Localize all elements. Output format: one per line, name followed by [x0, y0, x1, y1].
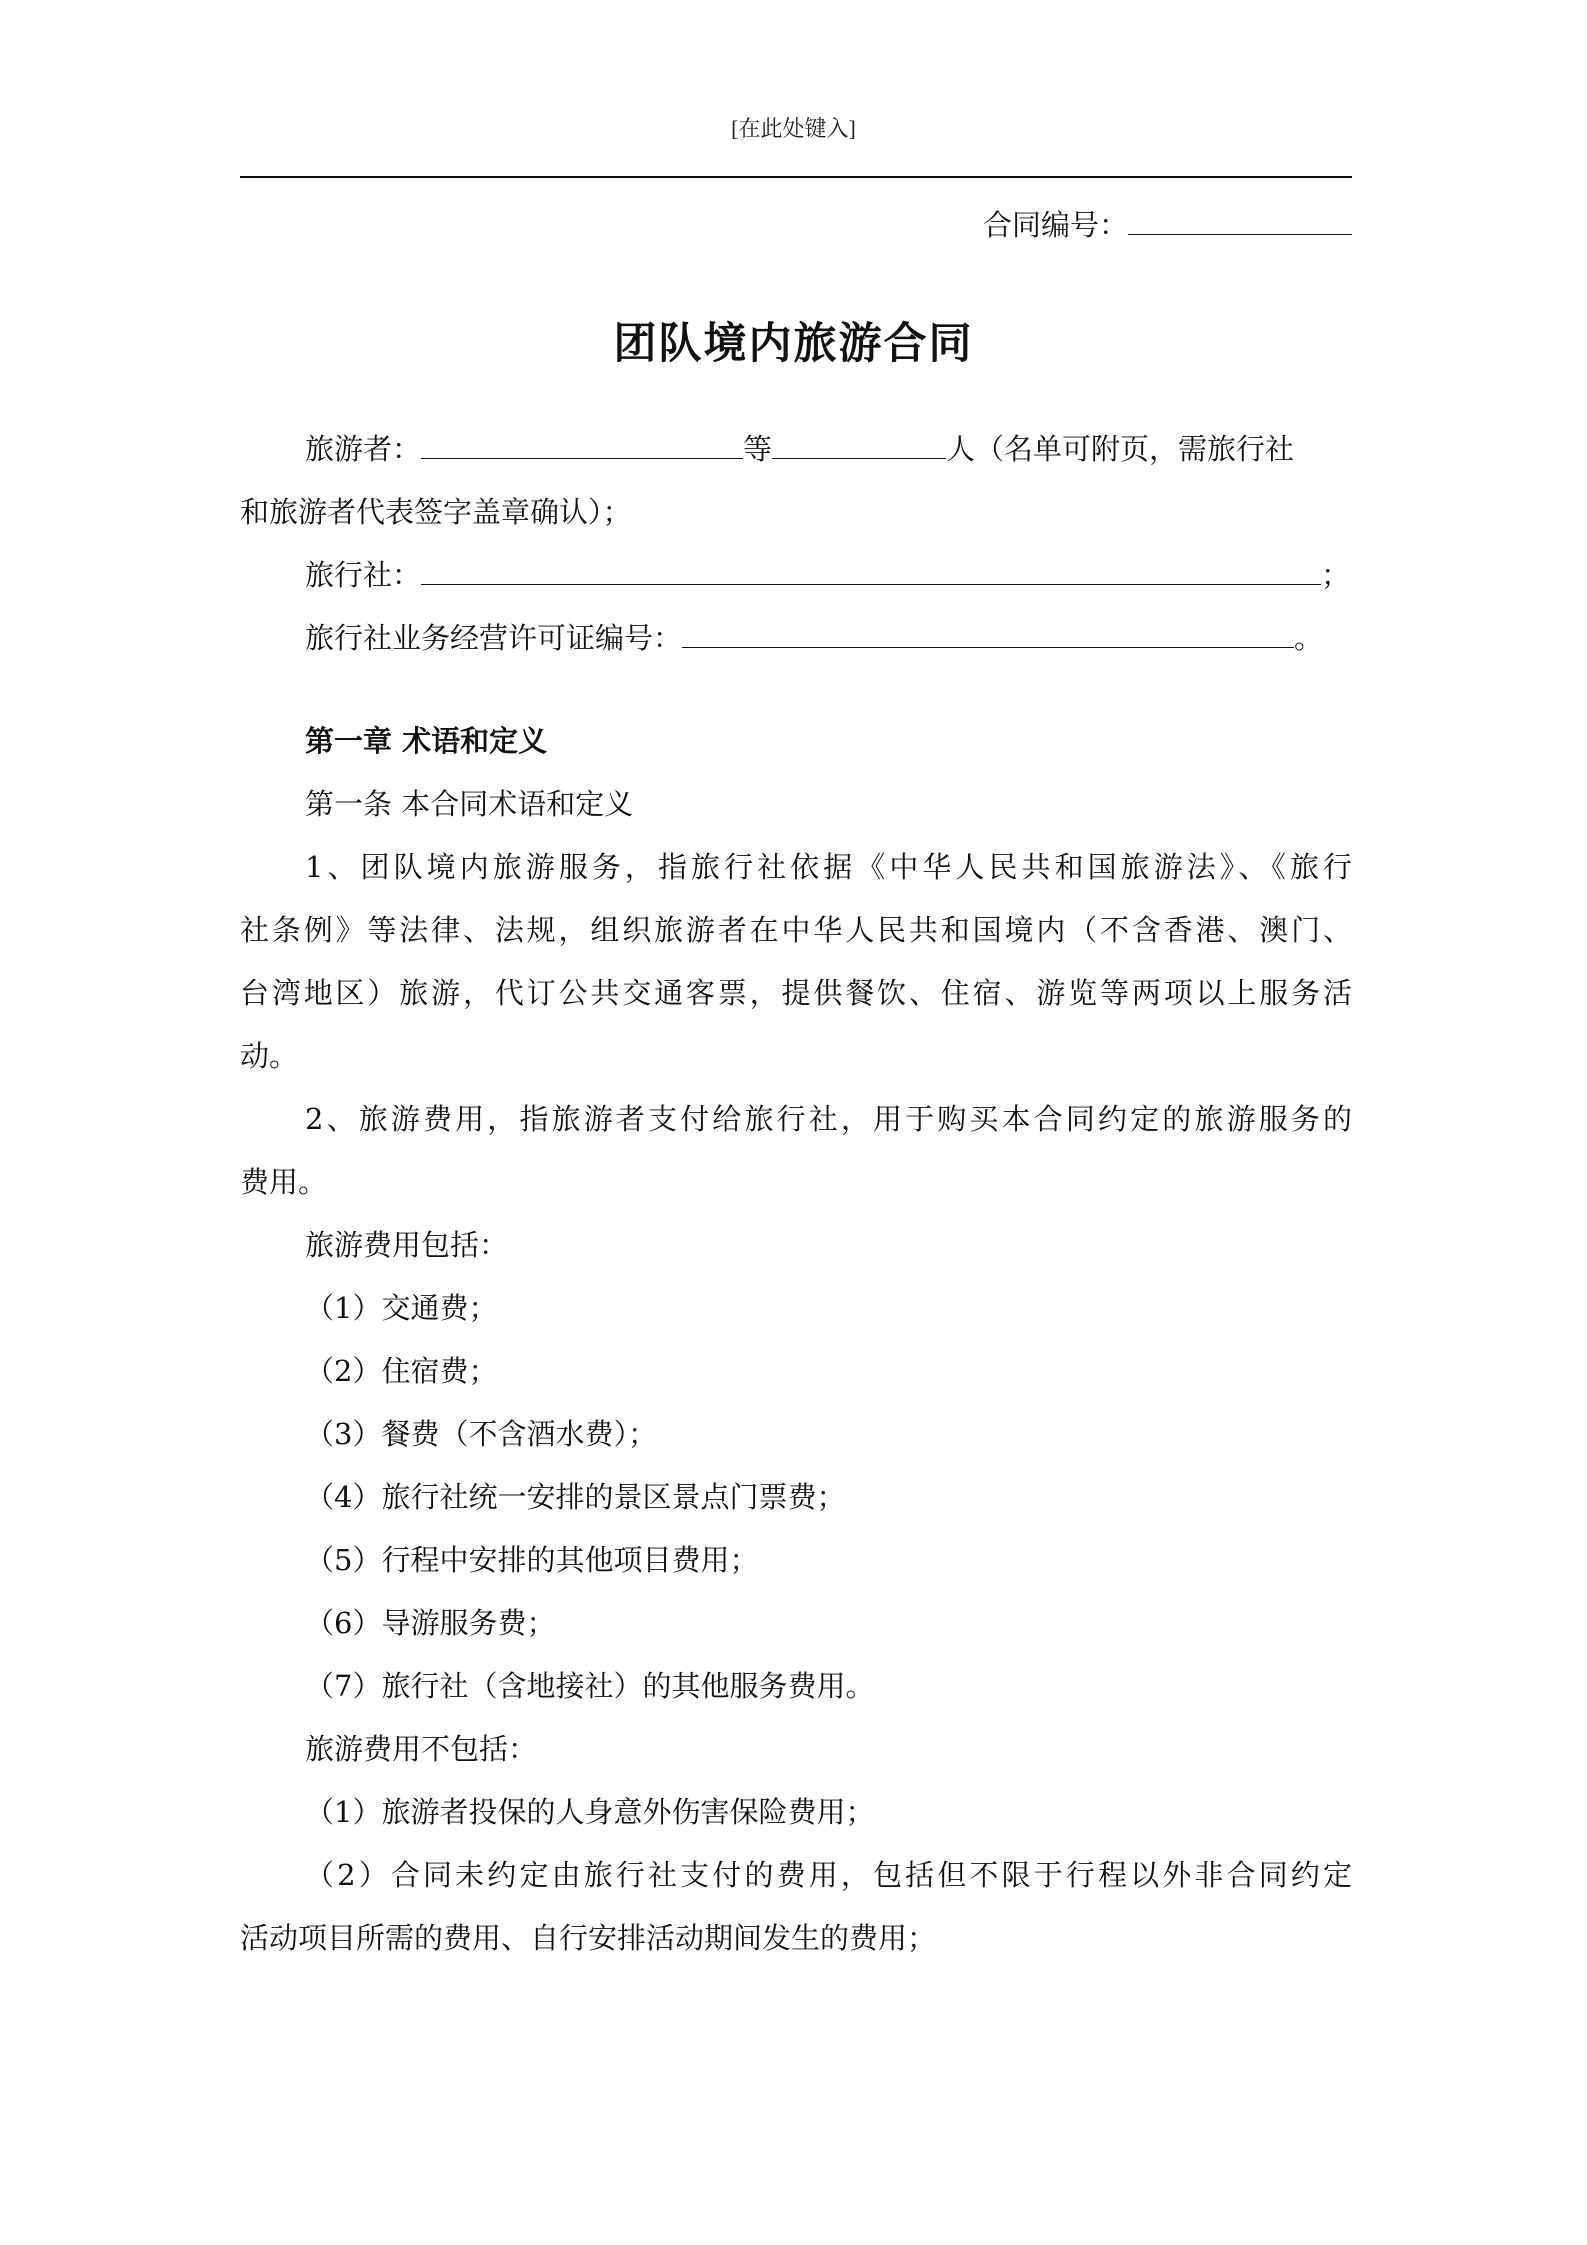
agency-line	[240, 544, 1352, 607]
list-item: （6）导游服务费；	[305, 1606, 556, 1640]
includes-heading: 旅游费用包括：	[305, 1228, 509, 1262]
includes-list	[240, 1277, 1352, 1718]
article-heading: 第一条 本合同术语和定义	[305, 787, 634, 821]
list-item: （2）合同未约定由旅行社支付的费用，包括但不限于行程以外非合同约定	[305, 1858, 1352, 1892]
document-title: 团队境内旅游合同	[613, 319, 974, 369]
header-divider	[240, 176, 1352, 178]
paragraph-line: 1、团队境内旅游服务，指旅行社依据《中华人民共和国旅游法》、《旅行	[305, 850, 1352, 884]
chapter-1-section	[240, 710, 1352, 1970]
paragraph-1	[240, 836, 1352, 1088]
paragraph-line: 社条例》等法律、法规，组织旅游者在中华人民共和国境内（不含香港、澳门、	[240, 913, 1352, 947]
traveler-line	[240, 418, 1352, 481]
contract-number-row	[240, 204, 1352, 245]
traveler-name-blank[interactable]	[421, 428, 743, 459]
list-item: 活动项目所需的费用、自行安排活动期间发生的费用；	[240, 1921, 937, 1955]
paragraph-line: 动。	[240, 1039, 299, 1073]
list-item: （7）旅行社（含地接社）的其他服务费用。	[305, 1669, 875, 1703]
traveler-line-2: 和旅游者代表签字盖章确认）；	[240, 495, 632, 529]
traveler-label: 旅游者：	[305, 432, 422, 466]
list-item: （4）旅行社统一安排的景区景点门票费；	[305, 1480, 846, 1514]
traveler-mid: 等	[743, 432, 773, 466]
license-line	[240, 607, 1352, 670]
agency-end: ；	[1321, 558, 1351, 592]
list-item: （3）餐费（不含酒水费）；	[305, 1417, 657, 1451]
agency-name-blank[interactable]	[421, 554, 1321, 585]
list-item: （1）交通费；	[305, 1291, 498, 1325]
agency-label: 旅行社：	[305, 558, 422, 592]
paragraph-line: 费用。	[240, 1165, 328, 1199]
excludes-list	[240, 1781, 1352, 1970]
parties-section	[240, 418, 1352, 670]
excludes-heading: 旅游费用不包括：	[305, 1732, 538, 1766]
paragraph-line: 台湾地区）旅游，代订公共交通客票，提供餐饮、住宿、游览等两项以上服务活	[240, 976, 1352, 1010]
contract-number-blank[interactable]	[1128, 204, 1352, 235]
license-end: 。	[1294, 621, 1324, 655]
traveler-count-blank[interactable]	[772, 428, 946, 459]
paragraph-line: 2、旅游费用，指旅游者支付给旅行社，用于购买本合同约定的旅游服务的	[305, 1102, 1352, 1136]
license-label: 旅行社业务经营许可证编号：	[305, 621, 683, 655]
list-item: （1）旅游者投保的人身意外伤害保险费用；	[305, 1795, 875, 1829]
license-number-blank[interactable]	[682, 617, 1294, 648]
page-header: [在此处键入]	[731, 116, 856, 141]
chapter-heading: 第一章 术语和定义	[305, 724, 548, 758]
list-item: （2）住宿费；	[305, 1354, 498, 1388]
contract-number-label: 合同编号：	[982, 208, 1128, 242]
paragraph-2	[240, 1088, 1352, 1214]
list-item: （5）行程中安排的其他项目费用；	[305, 1543, 759, 1577]
traveler-tail: 人（名单可附页，需旅行社	[946, 432, 1295, 466]
